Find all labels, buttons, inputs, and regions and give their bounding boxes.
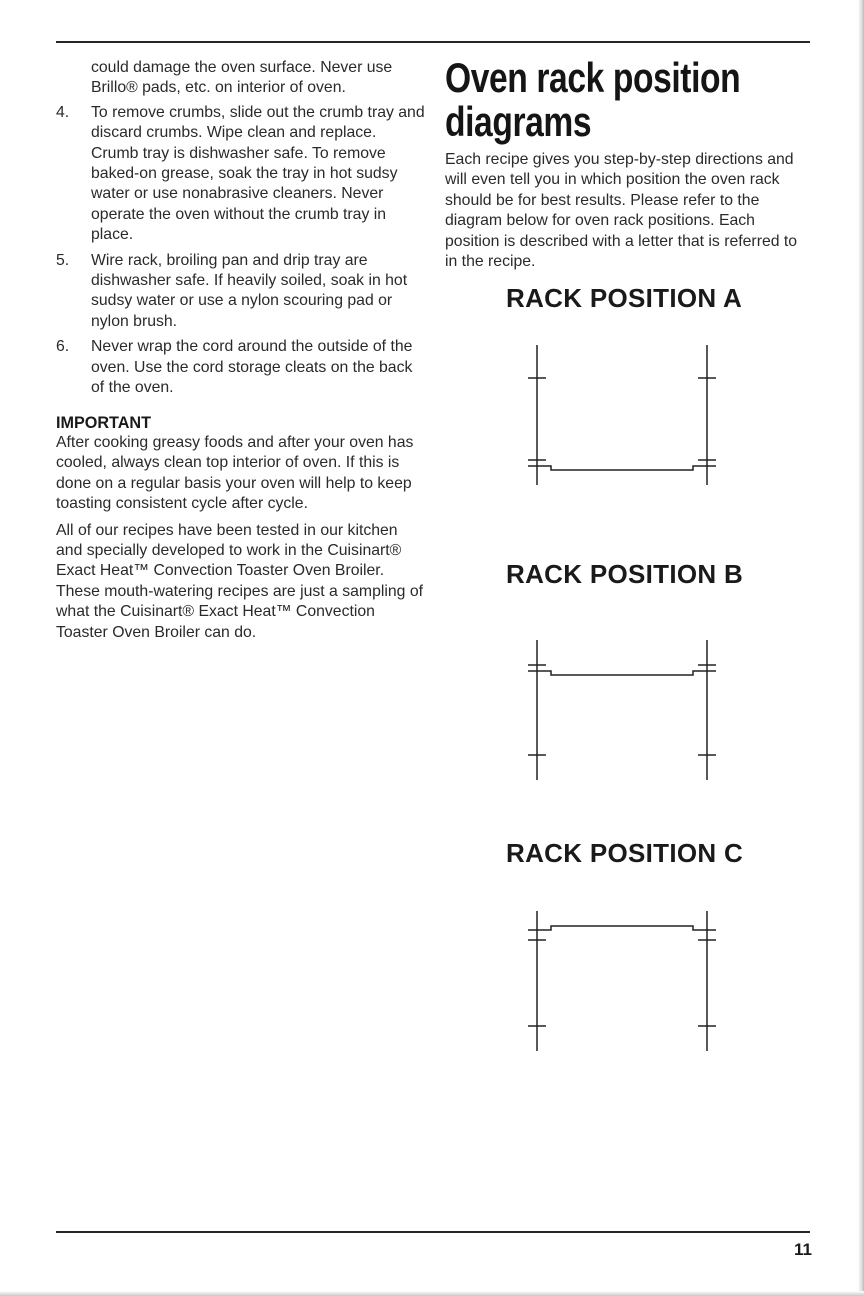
page-edge-shadow bbox=[858, 0, 864, 1296]
recipes-paragraph: All of our recipes have been tested in our kitchen and specially developed to work in the Cuisinart® Exact Heat™ Convection Toaster Oven Broiler. These mouth-watering recipes are just a sampling of what the Cuisinart® Exact Heat™ Convection Toaster Oven Broiler can do. bbox=[56, 521, 424, 641]
rack-position-a-diagram bbox=[520, 340, 720, 490]
page-title: Oven rack position diagrams bbox=[445, 54, 741, 145]
left-column bbox=[56, 58, 426, 649]
intro-paragraph: Each recipe gives you step-by-step directions and will even tell you in which position the oven rack should be for best results. Please refer to the diagram below for oven rack positions. Each position is described with a letter that is referred to in the recipe. bbox=[445, 151, 798, 271]
list-item-number: 6. bbox=[56, 338, 70, 356]
wire-rack bbox=[528, 671, 716, 675]
list-item bbox=[56, 337, 426, 398]
list-item-number: 4. bbox=[56, 103, 70, 121]
wire-rack bbox=[528, 926, 716, 930]
wire-rack bbox=[528, 466, 716, 470]
rack-position-b-heading: RACK POSITION B bbox=[506, 559, 744, 589]
rack-position-b-diagram bbox=[520, 635, 720, 785]
page-number: 11 bbox=[794, 1240, 812, 1259]
bottom-rule bbox=[56, 1231, 810, 1233]
page-bottom-shadow bbox=[0, 1291, 864, 1296]
list-item-text: Never wrap the cord around the outside of the oven. Use the cord storage cleats on the back of the oven. bbox=[91, 338, 413, 397]
continuation-text: could damage the oven surface. Never use Brillo® pads, etc. on interior of oven. bbox=[91, 59, 393, 97]
list-item-text: Wire rack, broiling pan and drip tray are dishwasher safe. If heavily soiled, soak in hot sudsy water or use a nylon scouring pad or nylon brush. bbox=[91, 251, 408, 330]
list-item-text: To remove crumbs, slide out the crumb tray and discard crumbs. Wipe clean and replace. Crumb tray is dishwasher safe. To remove baked-on grease, soak the tray in hot sudsy water or use nonabrasive cleaners. Never operate the oven without the crumb tray in place. bbox=[91, 103, 425, 244]
list-item bbox=[56, 251, 426, 333]
rack-position-c-heading: RACK POSITION C bbox=[506, 838, 744, 868]
important-paragraph: After cooking greasy foods and after your oven has cooled, always clean top interior of oven. If this is done on a regular basis your oven will help to keep toasting consistent cycle after cycle. bbox=[56, 433, 414, 513]
right-column bbox=[445, 56, 815, 272]
top-rule bbox=[56, 41, 810, 43]
list-item-number: 5. bbox=[56, 251, 70, 269]
rack-position-a-heading: RACK POSITION A bbox=[506, 283, 743, 313]
list-item bbox=[56, 103, 426, 246]
important-heading: IMPORTANT bbox=[56, 413, 152, 432]
rack-position-c-diagram bbox=[520, 906, 720, 1056]
